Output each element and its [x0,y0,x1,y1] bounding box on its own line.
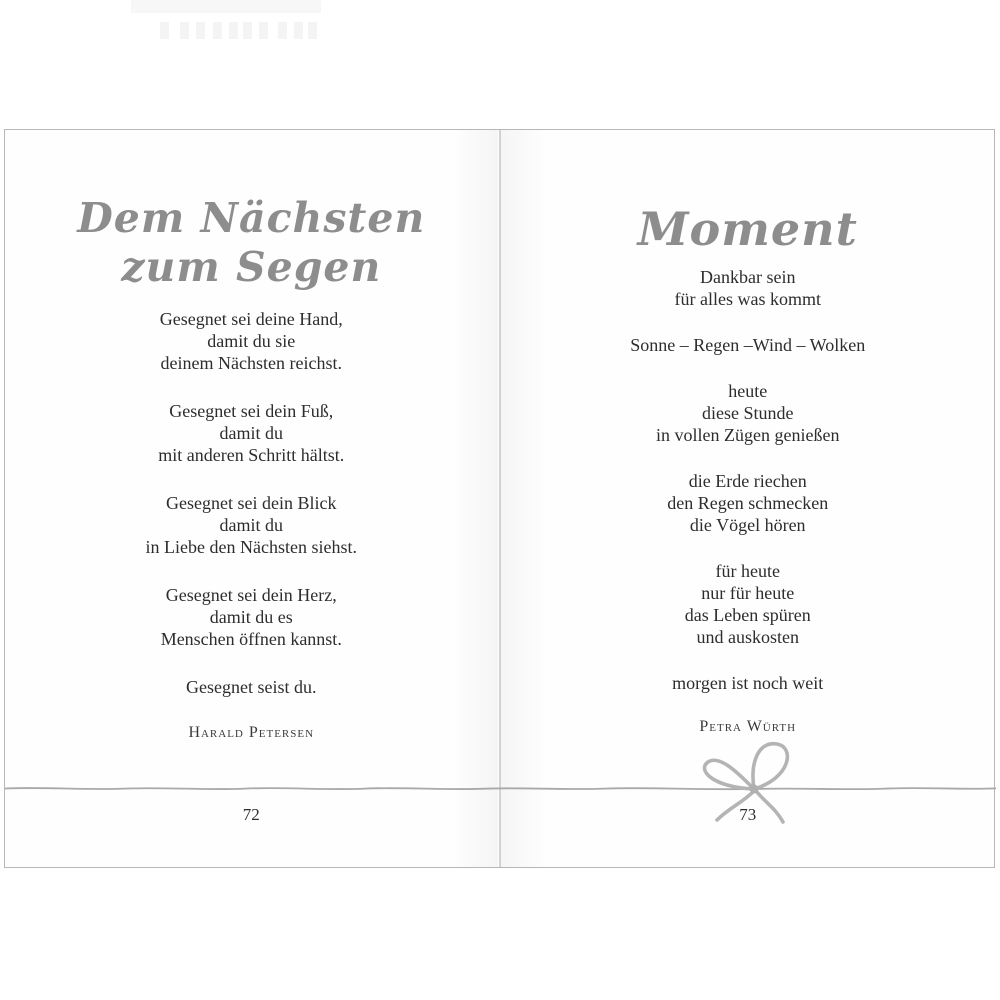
bow-left-loop [705,760,754,789]
text-line: Gesegnet sei dein Herz, [165,585,337,605]
text-line: damit du [219,423,283,443]
text-line: diese Stunde [701,403,794,423]
bow-knot [750,785,759,794]
text-line: damit du [219,515,283,535]
text-line: Menschen öffnen kannst. [160,629,342,649]
photo-artifact [278,22,287,39]
photo-artifact [196,22,205,39]
photo-artifact [308,22,317,39]
text-line: Dem Nächsten [77,194,426,242]
text-line: und auskosten [696,627,799,647]
text-line: damit du es [209,607,293,627]
text-line: Gesegnet sei dein Fuß, [169,401,334,421]
twine-string-with-bow [5,130,996,869]
text-line: Gesegnet seist du. [186,677,317,697]
text-line: morgen ist noch weit [672,673,824,693]
text-line: die Vögel hören [689,515,806,535]
twine-line-right [754,788,996,789]
bow-left-tail [717,791,754,820]
left-page-author: Harald Petersen [188,724,315,741]
text-line: die Erde riechen [688,471,807,491]
text-line: Gesegnet sei deine Hand, [159,309,343,329]
right-page-author: Petra Würth [699,718,797,735]
text-line: für heute [715,561,780,581]
photo-artifact [131,0,321,13]
text-line: für alles was kommt [674,289,821,309]
text-line: damit du sie [207,331,296,351]
text-line: heute [728,381,768,401]
text-line: Dankbar sein [700,267,796,287]
text-line: den Regen schmecken [667,493,829,513]
text-line: nur für heute [701,583,795,603]
text-line: Moment [637,202,858,256]
twine-line-left [5,788,754,789]
text-line: Sonne – Regen –Wind – Wolken [630,335,866,355]
text-line: Gesegnet sei dein Blick [166,493,337,513]
text-line: deinem Nächsten reichst. [160,353,342,373]
photo-artifact [213,22,222,39]
open-book [4,129,995,868]
photo-artifact [180,22,189,39]
text-line: mit anderen Schritt hältst. [158,445,345,465]
text-line: das Leben spüren [684,605,811,625]
photo-artifact [294,22,303,39]
text-line: zum Segen [121,243,382,291]
bow-right-tail [756,791,783,822]
photo-artifact [229,22,238,39]
bow-right-loop [753,744,787,789]
text-line: in vollen Zügen genießen [656,425,840,445]
right-page-number: 73 [739,805,757,824]
photo-artifact [259,22,268,39]
photo-artifact [243,22,252,39]
left-page-number: 72 [242,805,260,824]
text-line: in Liebe den Nächsten siehst. [145,537,357,557]
photo-artifact [160,22,169,39]
